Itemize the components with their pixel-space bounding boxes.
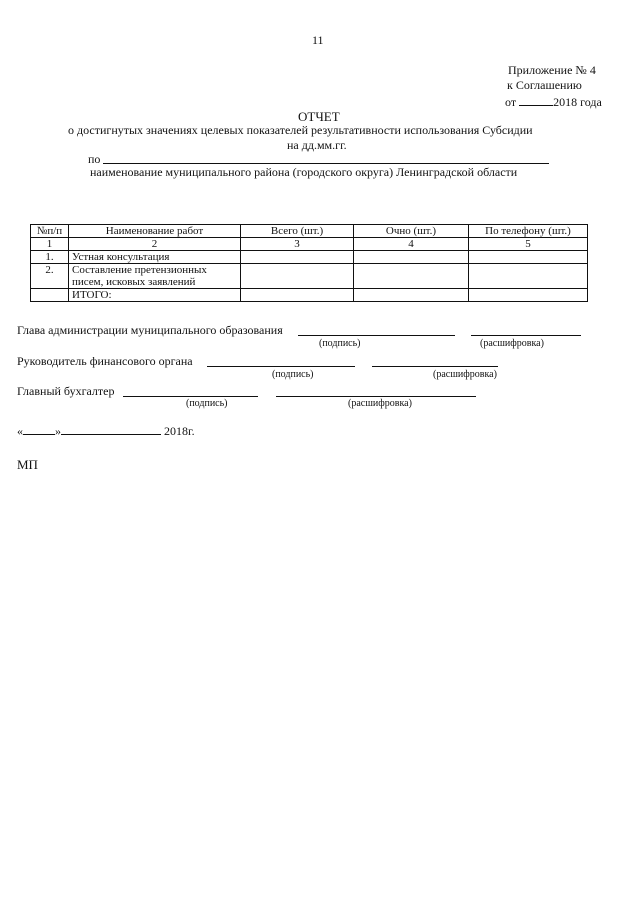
head-of-administration-label: Глава администрации муниципального образования — [17, 323, 283, 337]
total-label-cell: ИТОГО: — [69, 289, 241, 302]
head-signature-line — [298, 335, 455, 336]
appendix-line-3 — [505, 93, 602, 110]
column-number-cell: 5 — [469, 238, 588, 251]
row-phone-cell — [469, 251, 588, 264]
report-table — [30, 224, 588, 302]
row-inperson-cell — [354, 251, 469, 264]
column-number-cell: 3 — [241, 238, 354, 251]
accountant-signature-caption: (подпись) — [186, 398, 228, 409]
municipality-name-line — [103, 163, 549, 164]
total-phone-cell — [469, 289, 588, 302]
appendix-line-1: Приложение № 4 — [508, 63, 596, 77]
header-cell-inperson: Очно (шт.) — [354, 225, 469, 238]
finance-signature-caption: (подпись) — [272, 369, 314, 380]
report-title: ОТЧЕТ — [298, 109, 340, 124]
stamp-place-label: МП — [17, 457, 38, 472]
appendix-date-prefix: от — [505, 95, 517, 109]
by-label: по — [88, 152, 101, 166]
date-open-quote: « — [17, 424, 23, 438]
row-total-cell — [241, 264, 354, 289]
chief-accountant-label: Главный бухгалтер — [17, 384, 115, 398]
row-total-cell — [241, 251, 354, 264]
finance-decode-line — [372, 366, 498, 367]
table-row — [31, 264, 588, 289]
date-year: 2018г. — [164, 424, 195, 438]
table-row — [31, 251, 588, 264]
head-decode-caption: (расшифровка) — [480, 338, 544, 349]
header-cell-phone: По телефону (шт.) — [469, 225, 588, 238]
row-name-cell: Составление претензионных писем, исковых заявлений — [69, 264, 241, 289]
row-number-cell — [31, 289, 69, 302]
row-name-cell: Устная консультация — [69, 251, 241, 264]
row-number-cell: 1. — [31, 251, 69, 264]
head-decode-line — [471, 335, 581, 336]
page-number: 11 — [312, 33, 324, 47]
head-signature-caption: (подпись) — [319, 338, 361, 349]
appendix-date-suffix: 2018 года — [553, 95, 602, 109]
header-cell-total: Всего (шт.) — [241, 225, 354, 238]
finance-decode-caption: (расшифровка) — [433, 369, 497, 380]
finance-head-label: Руководитель финансового органа — [17, 354, 193, 368]
appendix-line-2: к Соглашению — [507, 78, 582, 92]
row-number-cell: 2. — [31, 264, 69, 289]
accountant-decode-caption: (расшифровка) — [348, 398, 412, 409]
column-number-cell: 1 — [31, 238, 69, 251]
report-subtitle-2: на дд.мм.гг. — [287, 138, 347, 152]
appendix-date-blank — [519, 93, 553, 106]
header-cell-num: №п/п — [31, 225, 69, 238]
column-number-cell: 4 — [354, 238, 469, 251]
date-line — [17, 422, 195, 439]
accountant-decode-line — [276, 396, 476, 397]
row-inperson-cell — [354, 264, 469, 289]
header-cell-name: Наименование работ — [69, 225, 241, 238]
total-total-cell — [241, 289, 354, 302]
row-phone-cell — [469, 264, 588, 289]
date-day-blank — [23, 422, 55, 435]
table-header-row — [31, 225, 588, 238]
table-column-numbers-row — [31, 238, 588, 251]
accountant-signature-line — [123, 396, 258, 397]
table-total-row — [31, 289, 588, 302]
municipality-caption: наименование муниципального района (городского округа) Ленинградской области — [90, 165, 518, 179]
column-number-cell: 2 — [69, 238, 241, 251]
total-inperson-cell — [354, 289, 469, 302]
date-month-blank — [61, 422, 161, 435]
finance-signature-line — [207, 366, 355, 367]
report-subtitle-1: о достигнутых значениях целевых показателей результативности использования Субсидии — [68, 123, 533, 137]
date-close-quote: » — [55, 424, 61, 438]
